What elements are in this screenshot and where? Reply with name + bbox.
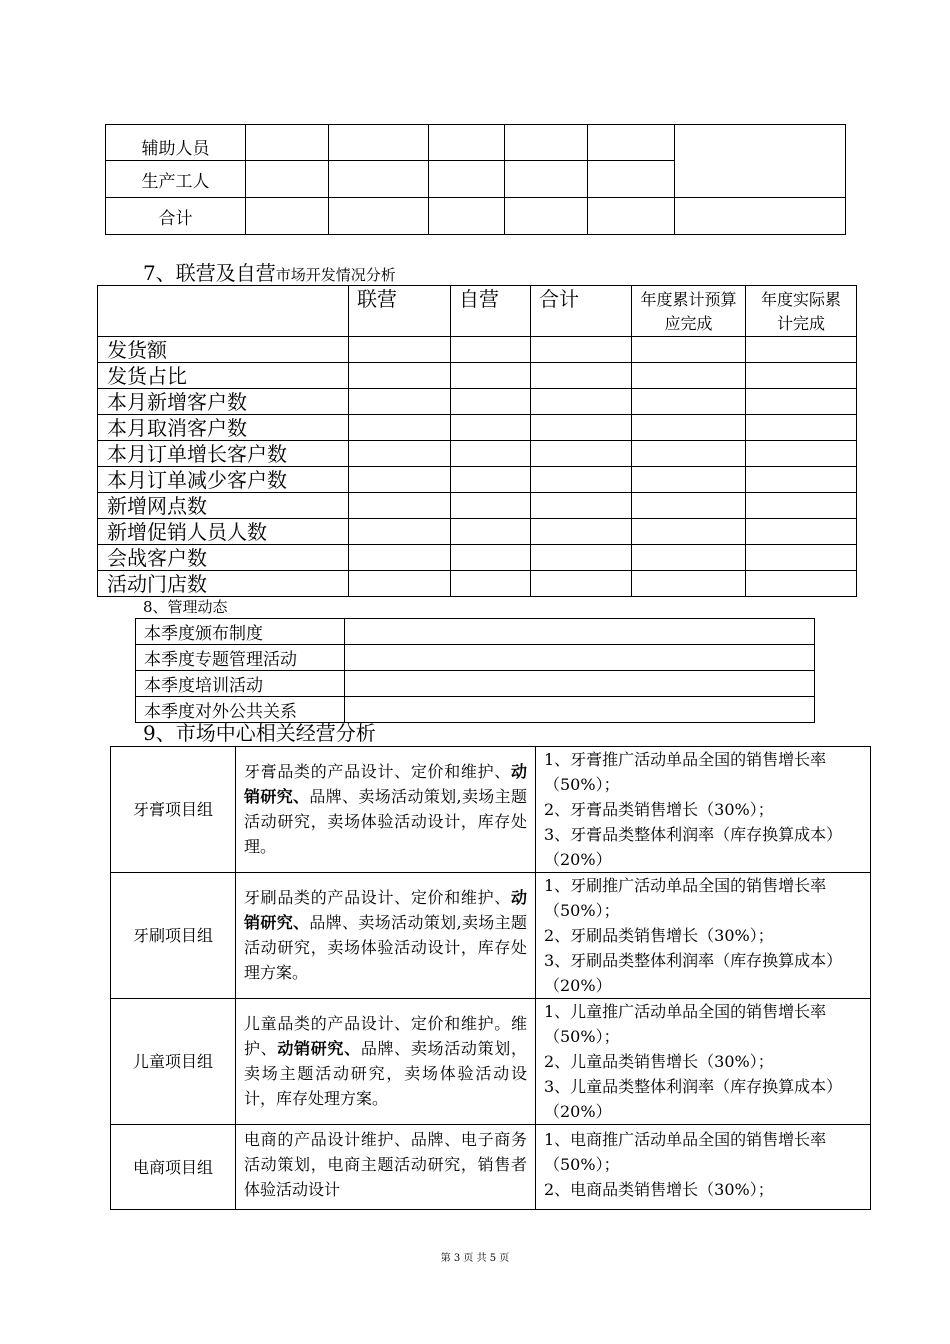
- group-kpi: 1、牙膏推广活动单品全国的销售增长率 （50%）； 2、牙膏品类销售增长（30%）； 3、牙膏品类整体利润率（库存换算成本） （20%）: [536, 747, 871, 873]
- row-label: 本季度培训活动: [136, 671, 345, 697]
- group-name: 牙膏项目组: [111, 747, 236, 873]
- market-dev-table: [97, 285, 857, 597]
- table-cell: [246, 198, 329, 235]
- row-label: 本季度专题管理活动: [136, 645, 345, 671]
- table-cell: [329, 198, 429, 235]
- header-budget-label: 年度累计预算应完成: [640, 290, 737, 333]
- table-row: [98, 519, 857, 545]
- group-kpi: 1、牙刷推广活动单品全国的销售增长率 （50%）； 2、牙刷品类销售增长（30%）； 3、牙刷品类整体利润率（库存换算成本） （20%）: [536, 873, 871, 999]
- row-label: 会战客户数: [98, 545, 349, 571]
- page-number: 第 3 页 共 5 页: [440, 1253, 510, 1264]
- row-label: 本月新增客户数: [98, 389, 349, 415]
- header-joint: 联营: [349, 286, 451, 337]
- group-description: 牙膏品类的产品设计、定价和维护、动销研究、品牌、卖场活动策划,卖场主题活动研究，卖场体验活动设计，库存处理。: [236, 747, 536, 873]
- table-row: [98, 363, 857, 389]
- table-row: [106, 198, 846, 235]
- header-actual-label: 年度实际累计完成: [760, 290, 841, 333]
- table-row: [111, 873, 871, 999]
- group-kpi: 1、电商推广活动单品全国的销售增长率 （50%）； 2、电商品类销售增长（30%）；: [536, 1125, 871, 1210]
- table-row: [98, 415, 857, 441]
- table-cell: [329, 161, 429, 198]
- management-table: [135, 618, 815, 723]
- group-description: 电商的产品设计维护、品牌、电子商务活动策划，电商主题活动研究，销售者体验活动设计: [236, 1125, 536, 1210]
- table-cell: [246, 161, 329, 198]
- section7-number: 7、: [143, 261, 176, 285]
- table-cell: [505, 198, 588, 235]
- row-label: 本季度对外公共关系: [136, 697, 345, 723]
- table-cell: [588, 125, 675, 161]
- table-row: [98, 467, 857, 493]
- table-row: [98, 337, 857, 363]
- table-row: [136, 671, 815, 697]
- section9-heading: 9、市场中心相关经营分析: [143, 721, 376, 745]
- table-cell: [588, 161, 675, 198]
- table-row: [98, 571, 857, 597]
- table-row: [98, 545, 857, 571]
- table-row: [136, 697, 815, 723]
- table-row: [111, 1125, 871, 1210]
- row-label: 发货额: [98, 337, 349, 363]
- group-description: 牙刷品类的产品设计、定价和维护、动销研究、品牌、卖场活动策划,卖场主题活动研究，卖场体验活动设计，库存处理方案。: [236, 873, 536, 999]
- group-name: 牙刷项目组: [111, 873, 236, 999]
- table-cell: [329, 125, 429, 161]
- table-cell: [429, 125, 505, 161]
- table-row: [106, 125, 846, 161]
- table-cell: [429, 198, 505, 235]
- table-cell: [588, 198, 675, 235]
- header-budget: [632, 286, 746, 337]
- table-row: [136, 619, 815, 645]
- row-label: 合计: [106, 198, 246, 235]
- section7-title-main: 联营及自营: [175, 261, 276, 285]
- group-description: 儿童品类的产品设计、定价和维护。维护、动销研究、品牌、卖场活动策划，卖场主题活动研究，卖场体验活动设计，库存处理方案。: [236, 999, 536, 1125]
- table-cell: [246, 125, 329, 161]
- business-analysis-table: [110, 746, 871, 1210]
- row-label: 发货占比: [98, 363, 349, 389]
- section7-title-sub: 市场开发情况分析: [275, 266, 396, 284]
- table-row: [111, 999, 871, 1125]
- row-label: 新增网点数: [98, 493, 349, 519]
- table-header-row: [98, 286, 857, 337]
- group-name: 儿童项目组: [111, 999, 236, 1125]
- row-label: 生产工人: [106, 161, 246, 198]
- row-label: 新增促销人员人数: [98, 519, 349, 545]
- table-cell: [505, 161, 588, 198]
- row-label: 活动门店数: [98, 571, 349, 597]
- row-label: 本月订单增长客户数: [98, 441, 349, 467]
- table-cell: [505, 125, 588, 161]
- table-row: [98, 493, 857, 519]
- row-label: 本季度颁布制度: [136, 619, 345, 645]
- table-row: [98, 389, 857, 415]
- group-kpi: 1、儿童推广活动单品全国的销售增长率 （50%）； 2、儿童品类销售增长（30%）； 3、儿童品类整体利润率（库存换算成本） （20%）: [536, 999, 871, 1125]
- header-blank: [98, 286, 349, 337]
- table-row: [98, 441, 857, 467]
- table-cell: [675, 125, 846, 198]
- table-cell: [675, 198, 846, 235]
- section8-number: 8、: [143, 598, 168, 616]
- row-label: 本月取消客户数: [98, 415, 349, 441]
- group-name: 电商项目组: [111, 1125, 236, 1210]
- section8-heading: [143, 597, 228, 617]
- table-cell: [429, 161, 505, 198]
- table-row: [111, 747, 871, 873]
- row-label: 本月订单减少客户数: [98, 467, 349, 493]
- section7-heading: [143, 260, 396, 288]
- row-label: 辅助人员: [106, 125, 246, 161]
- header-self: 自营: [451, 286, 531, 337]
- table-row: [136, 645, 815, 671]
- staff-table: [105, 124, 846, 235]
- section8-title: 管理动态: [167, 598, 228, 616]
- header-total: 合计: [531, 286, 632, 337]
- header-actual: [746, 286, 857, 337]
